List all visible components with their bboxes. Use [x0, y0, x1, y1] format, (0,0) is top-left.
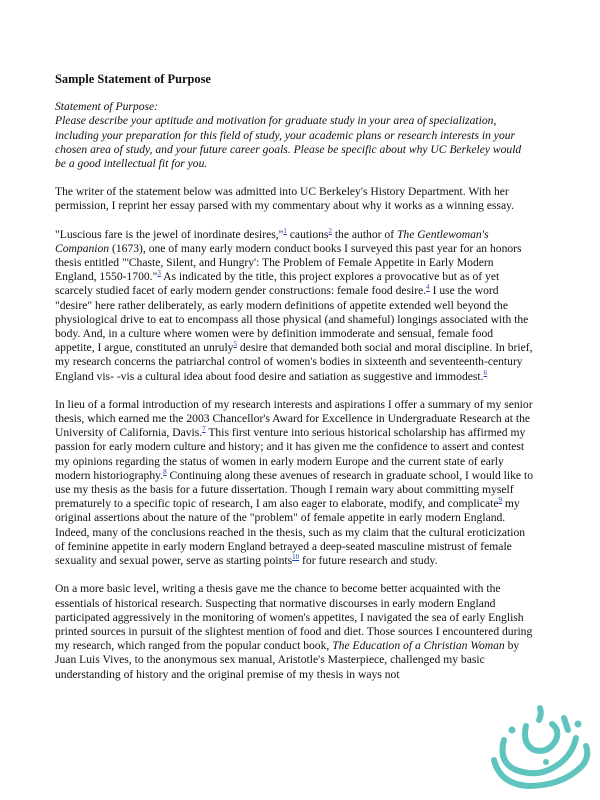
- footnote-link[interactable]: 10: [292, 553, 300, 562]
- footnote-link[interactable]: 7: [202, 425, 206, 434]
- para2-text: Continuing along these avenues of research in graduate school, I would like to use my thesis as the basis for a future dissertation. Though I remain wary about committing myself prematurely to a specific topic of research, I am also eager to elaborate, modify, and complicate: [55, 468, 533, 511]
- intro-paragraph: The writer of the statement below was admitted into UC Berkeley's History Department. With her permission, I reprint her essay parsed with my commentary about why it works as a winning essay.: [55, 185, 515, 213]
- prompt-block: [55, 100, 535, 171]
- para2-text: my original assertions about the nature of the "problem" of female appetite in early modern England. Indeed, many of the conclusions reached in the thesis, such as my claim that the cultural eroticization of feminine appetite in early modern England betrayed a deep-seated masculine mistrust of female sexuality and sexual power, serve as starting points: [55, 497, 526, 568]
- book-title: The Gentlewoman's Companion: [55, 227, 489, 255]
- para1-text: "Luscious fare is the jewel of inordinate desires,": [55, 227, 284, 241]
- book-title: The Education of a Christian Woman: [332, 639, 505, 653]
- paragraph-2: [55, 398, 535, 568]
- paragraph-3: [55, 582, 535, 681]
- prompt-text: Please describe your aptitude and motivation for graduate study in your area of specialization, including your preparation for this field of study, your academic plans or research interests in your chosen area of study, and your future career goals. Please be specific about why UC Berkeley would be a good intellectual fit for you.: [55, 114, 522, 171]
- para1-text: (1673), one of many early modern conduct books I surveyed this past year for an honors thesis entitled "'Chaste, Silent, and Hungry': The Problem of Female Appetite in Early Modern England, 1550-1700.": [55, 241, 522, 284]
- para1-text: cautions: [286, 227, 329, 241]
- para1-text: I use the word "desire" here rather deliberately, as early modern definitions of appetite extended well beyond the physiological drive to eat to encompass all those physical (and shameful) longings associated with the body. And, in a culture where women were by definition immoderate and sensual, female food appetite, I argue, constituted an unruly: [55, 284, 529, 355]
- footnote-link[interactable]: 6: [483, 368, 488, 377]
- footnote-link[interactable]: 2: [328, 226, 332, 235]
- footnote-link[interactable]: 8: [163, 468, 167, 477]
- para1-text: desire that demanded both social and moral discipline. In brief, my research concerns the patriarchal control of women's bodies in sixteenth and seventeenth-century England vis- -vis a cultural idea about food desire and satiation as suggestive and immodest.: [55, 341, 533, 383]
- document-title: Sample Statement of Purpose: [55, 72, 211, 86]
- para2-text: for future research and study.: [299, 554, 438, 568]
- para1-text: As indicated by the title, this project explores a provocative but as of yet scarcely studied facet of early modern gender constructions: female food desire.: [55, 270, 500, 298]
- para3-text: On a more basic level, writing a thesis gave me the chance to become better acquainted with the essentials of historical research. Suspecting that normative discourses in early modern England participated aggressively in the monitoring of women's appetites, I navigated the sea of early English printed sources in pursuit of the slightest mention of food and diet. Those sources I encountered during my research, which ranged from the popular conduct book,: [55, 582, 533, 653]
- footnote-link[interactable]: 1: [283, 226, 287, 235]
- para2-text: This first venture into serious historical scholarship has affirmed my passion for early modern culture and history; and it has given me the confidence to assert and contest my opinions regarding the status of women in early modern Europe and the current state of early modern historiography.: [55, 426, 526, 482]
- footnote-link[interactable]: 4: [426, 283, 430, 292]
- footnote-link[interactable]: 3: [157, 269, 161, 278]
- prompt-heading: Statement of Purpose:: [55, 100, 159, 114]
- footnote-link[interactable]: 9: [498, 496, 502, 505]
- paragraph-1: [55, 228, 535, 384]
- footnote-link[interactable]: 5: [233, 340, 237, 349]
- document-page: [55, 72, 535, 696]
- para3-text: by Juan Luis Vives, to the anonymous sex manual, Aristotle's Masterpiece, challenged my basic understanding of history and the original premise of my thesis in ways not: [55, 639, 520, 681]
- para2-text: In lieu of a formal introduction of my research interests and aspirations I offer a summary of my senior thesis, which earned me the 2003 Chancellor's Award for Excellence in Undergraduate Research at the University of California, Davis.: [55, 397, 533, 440]
- para1-text: the author of: [331, 227, 397, 241]
- calligraphy-logo-icon: [482, 700, 594, 792]
